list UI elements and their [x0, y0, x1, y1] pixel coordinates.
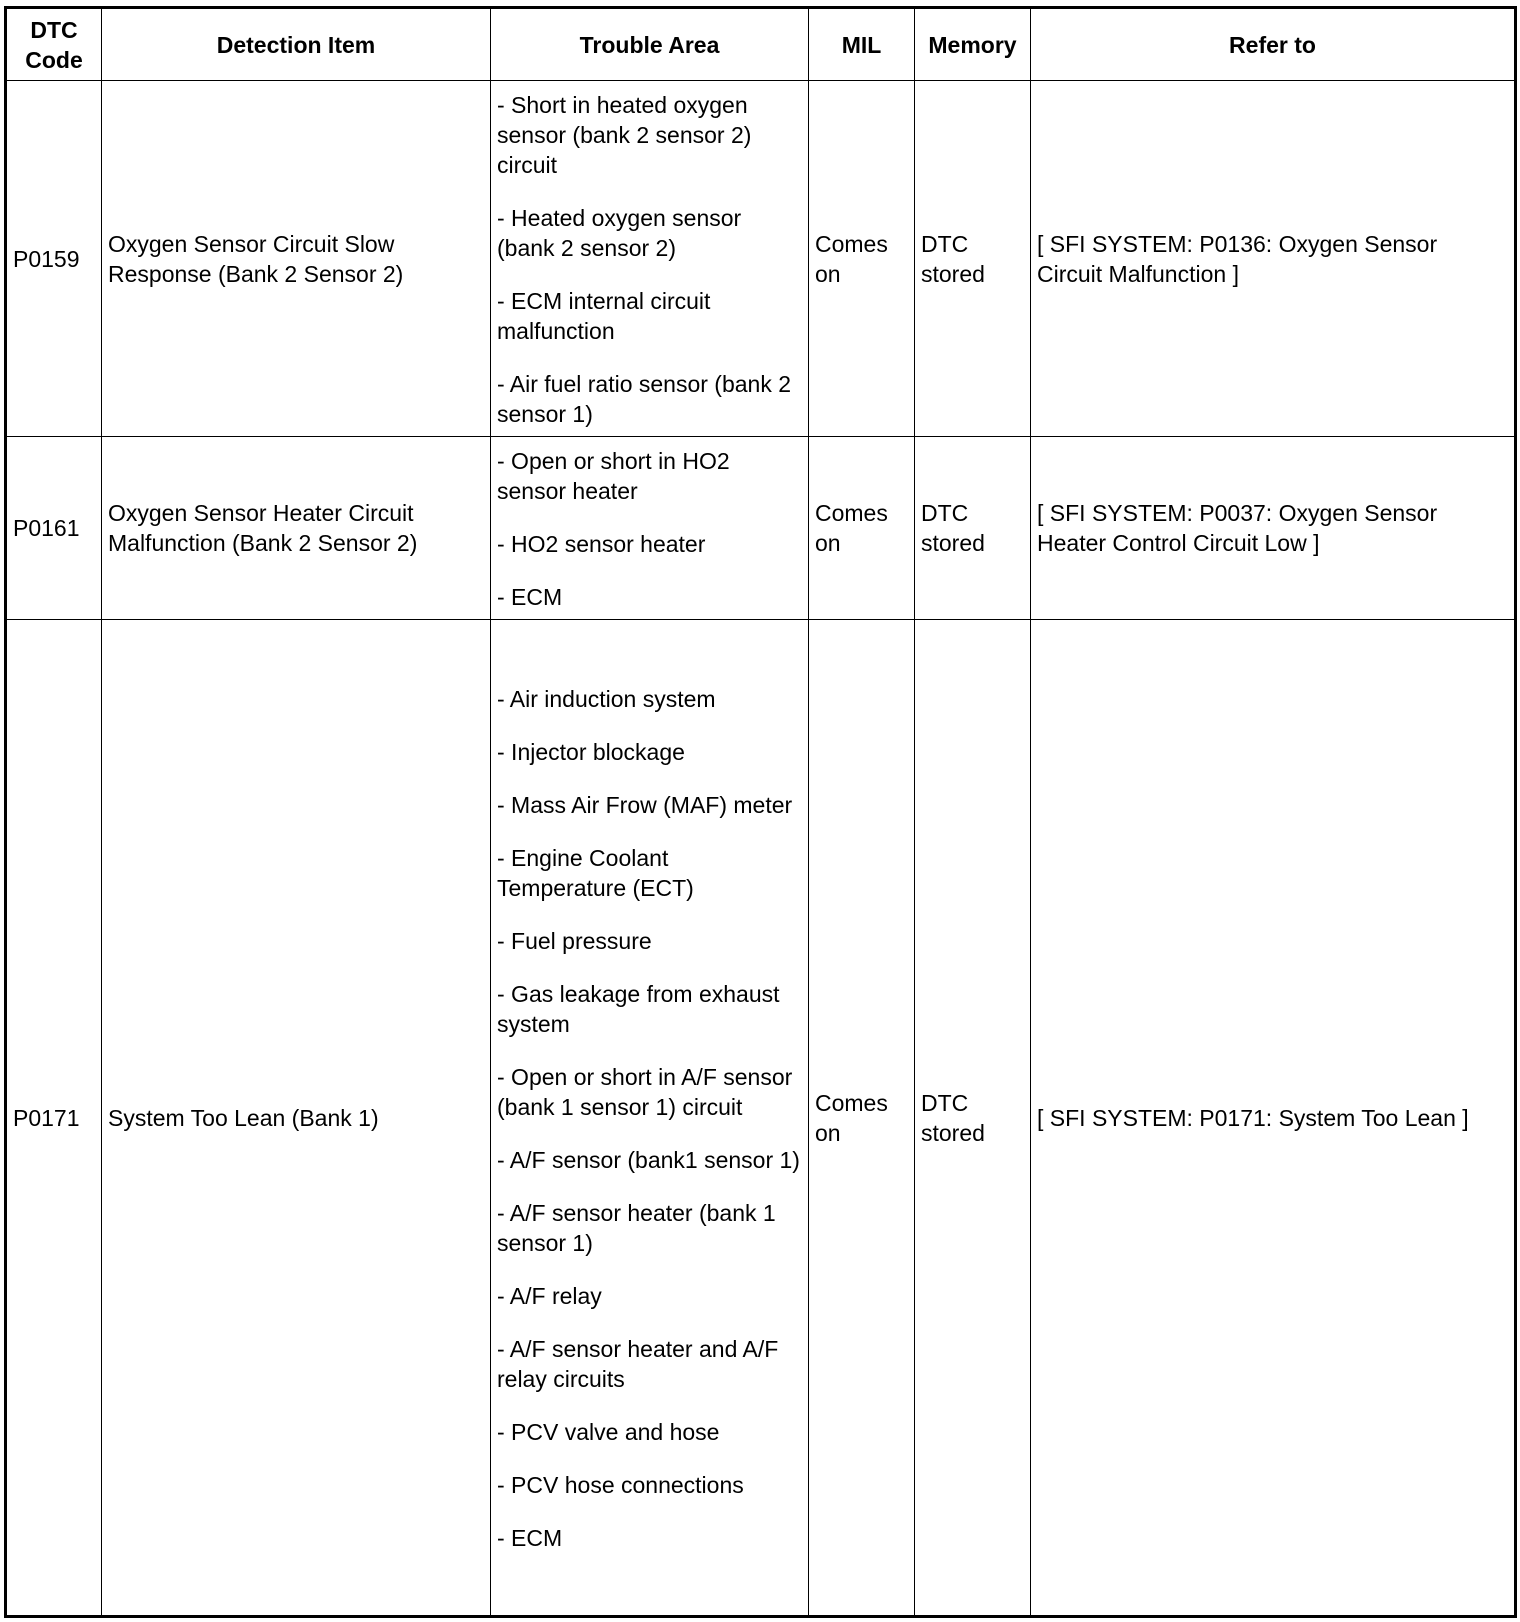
header-dtc-code-line1: DTC — [30, 16, 78, 43]
dtc-code-cell: P0159 — [6, 81, 102, 437]
dtc-code-cell: P0171 — [6, 620, 102, 1617]
trouble-area-cell — [491, 437, 809, 620]
header-mil: MIL — [809, 8, 915, 81]
dtc-code-cell: P0161 — [6, 437, 102, 620]
trouble-area-item: - Air fuel ratio sensor (bank 2 sensor 1) — [497, 371, 792, 427]
trouble-area-item: - HO2 sensor heater — [497, 531, 706, 557]
detection-item-cell: Oxygen Sensor Heater Circuit Malfunction (Bank 2 Sensor 2) — [102, 437, 491, 620]
trouble-area-item: - Gas leakage from exhaust system — [497, 981, 780, 1037]
dtc-table — [4, 6, 1517, 1618]
table-row — [6, 620, 1516, 1617]
trouble-area-item: - Heated oxygen sensor (bank 2 sensor 2) — [497, 205, 742, 261]
trouble-area-item: - ECM — [497, 584, 563, 610]
trouble-area-item: - Injector blockage — [497, 739, 685, 765]
table-header — [6, 8, 1516, 81]
header-row — [6, 8, 1516, 81]
table-row — [6, 81, 1516, 437]
trouble-area-item: - Open or short in HO2 sensor heater — [497, 448, 730, 504]
refer-to-link[interactable]: [ SFI SYSTEM: P0037: Oxygen Sensor Heater Control Circuit Low ] — [1031, 437, 1516, 620]
detection-item-cell: System Too Lean (Bank 1) — [102, 620, 491, 1617]
memory-cell: DTC stored — [915, 620, 1031, 1617]
mil-cell: Comes on — [809, 620, 915, 1617]
header-trouble-area: Trouble Area — [491, 8, 809, 81]
trouble-area-item: - Fuel pressure — [497, 928, 652, 954]
header-refer-to: Refer to — [1031, 8, 1516, 81]
memory-cell: DTC stored — [915, 437, 1031, 620]
trouble-area-item: - PCV hose connections — [497, 1472, 744, 1498]
mil-cell: Comes on — [809, 437, 915, 620]
trouble-area-item: - A/F sensor heater and A/F relay circuits — [497, 1336, 779, 1392]
trouble-area-item: - A/F sensor (bank1 sensor 1) — [497, 1147, 800, 1173]
trouble-area-cell — [491, 81, 809, 437]
trouble-area-item: - PCV valve and hose — [497, 1419, 720, 1445]
refer-to-link[interactable]: [ SFI SYSTEM: P0136: Oxygen Sensor Circuit Malfunction ] — [1031, 81, 1516, 437]
trouble-area-item: - ECM — [497, 1525, 563, 1551]
header-dtc-code — [6, 8, 102, 81]
memory-cell: DTC stored — [915, 81, 1031, 437]
trouble-area-item: - Engine Coolant Temperature (ECT) — [497, 845, 694, 901]
refer-to-link[interactable]: [ SFI SYSTEM: P0171: System Too Lean ] — [1031, 620, 1516, 1617]
trouble-area-item: - Short in heated oxygen sensor (bank 2 sensor 2) circuit — [497, 92, 752, 178]
trouble-area-list — [497, 676, 802, 1559]
trouble-area-list — [497, 438, 802, 618]
trouble-area-item: - A/F relay — [497, 1283, 602, 1309]
header-detection-item: Detection Item — [102, 8, 491, 81]
table-body — [6, 81, 1516, 1617]
trouble-area-item: - Mass Air Frow (MAF) meter — [497, 792, 793, 818]
trouble-area-item: - ECM internal circuit malfunction — [497, 288, 711, 344]
header-memory: Memory — [915, 8, 1031, 81]
trouble-area-cell — [491, 620, 809, 1617]
detection-item-cell: Oxygen Sensor Circuit Slow Response (Bank 2 Sensor 2) — [102, 81, 491, 437]
header-dtc-code-line2: Code — [25, 46, 83, 73]
trouble-area-item: - Air induction system — [497, 686, 716, 712]
mil-cell: Comes on — [809, 81, 915, 437]
trouble-area-item: - A/F sensor heater (bank 1 sensor 1) — [497, 1200, 776, 1256]
trouble-area-list — [497, 82, 802, 435]
trouble-area-item: - Open or short in A/F sensor (bank 1 sensor 1) circuit — [497, 1064, 793, 1120]
table-row — [6, 437, 1516, 620]
